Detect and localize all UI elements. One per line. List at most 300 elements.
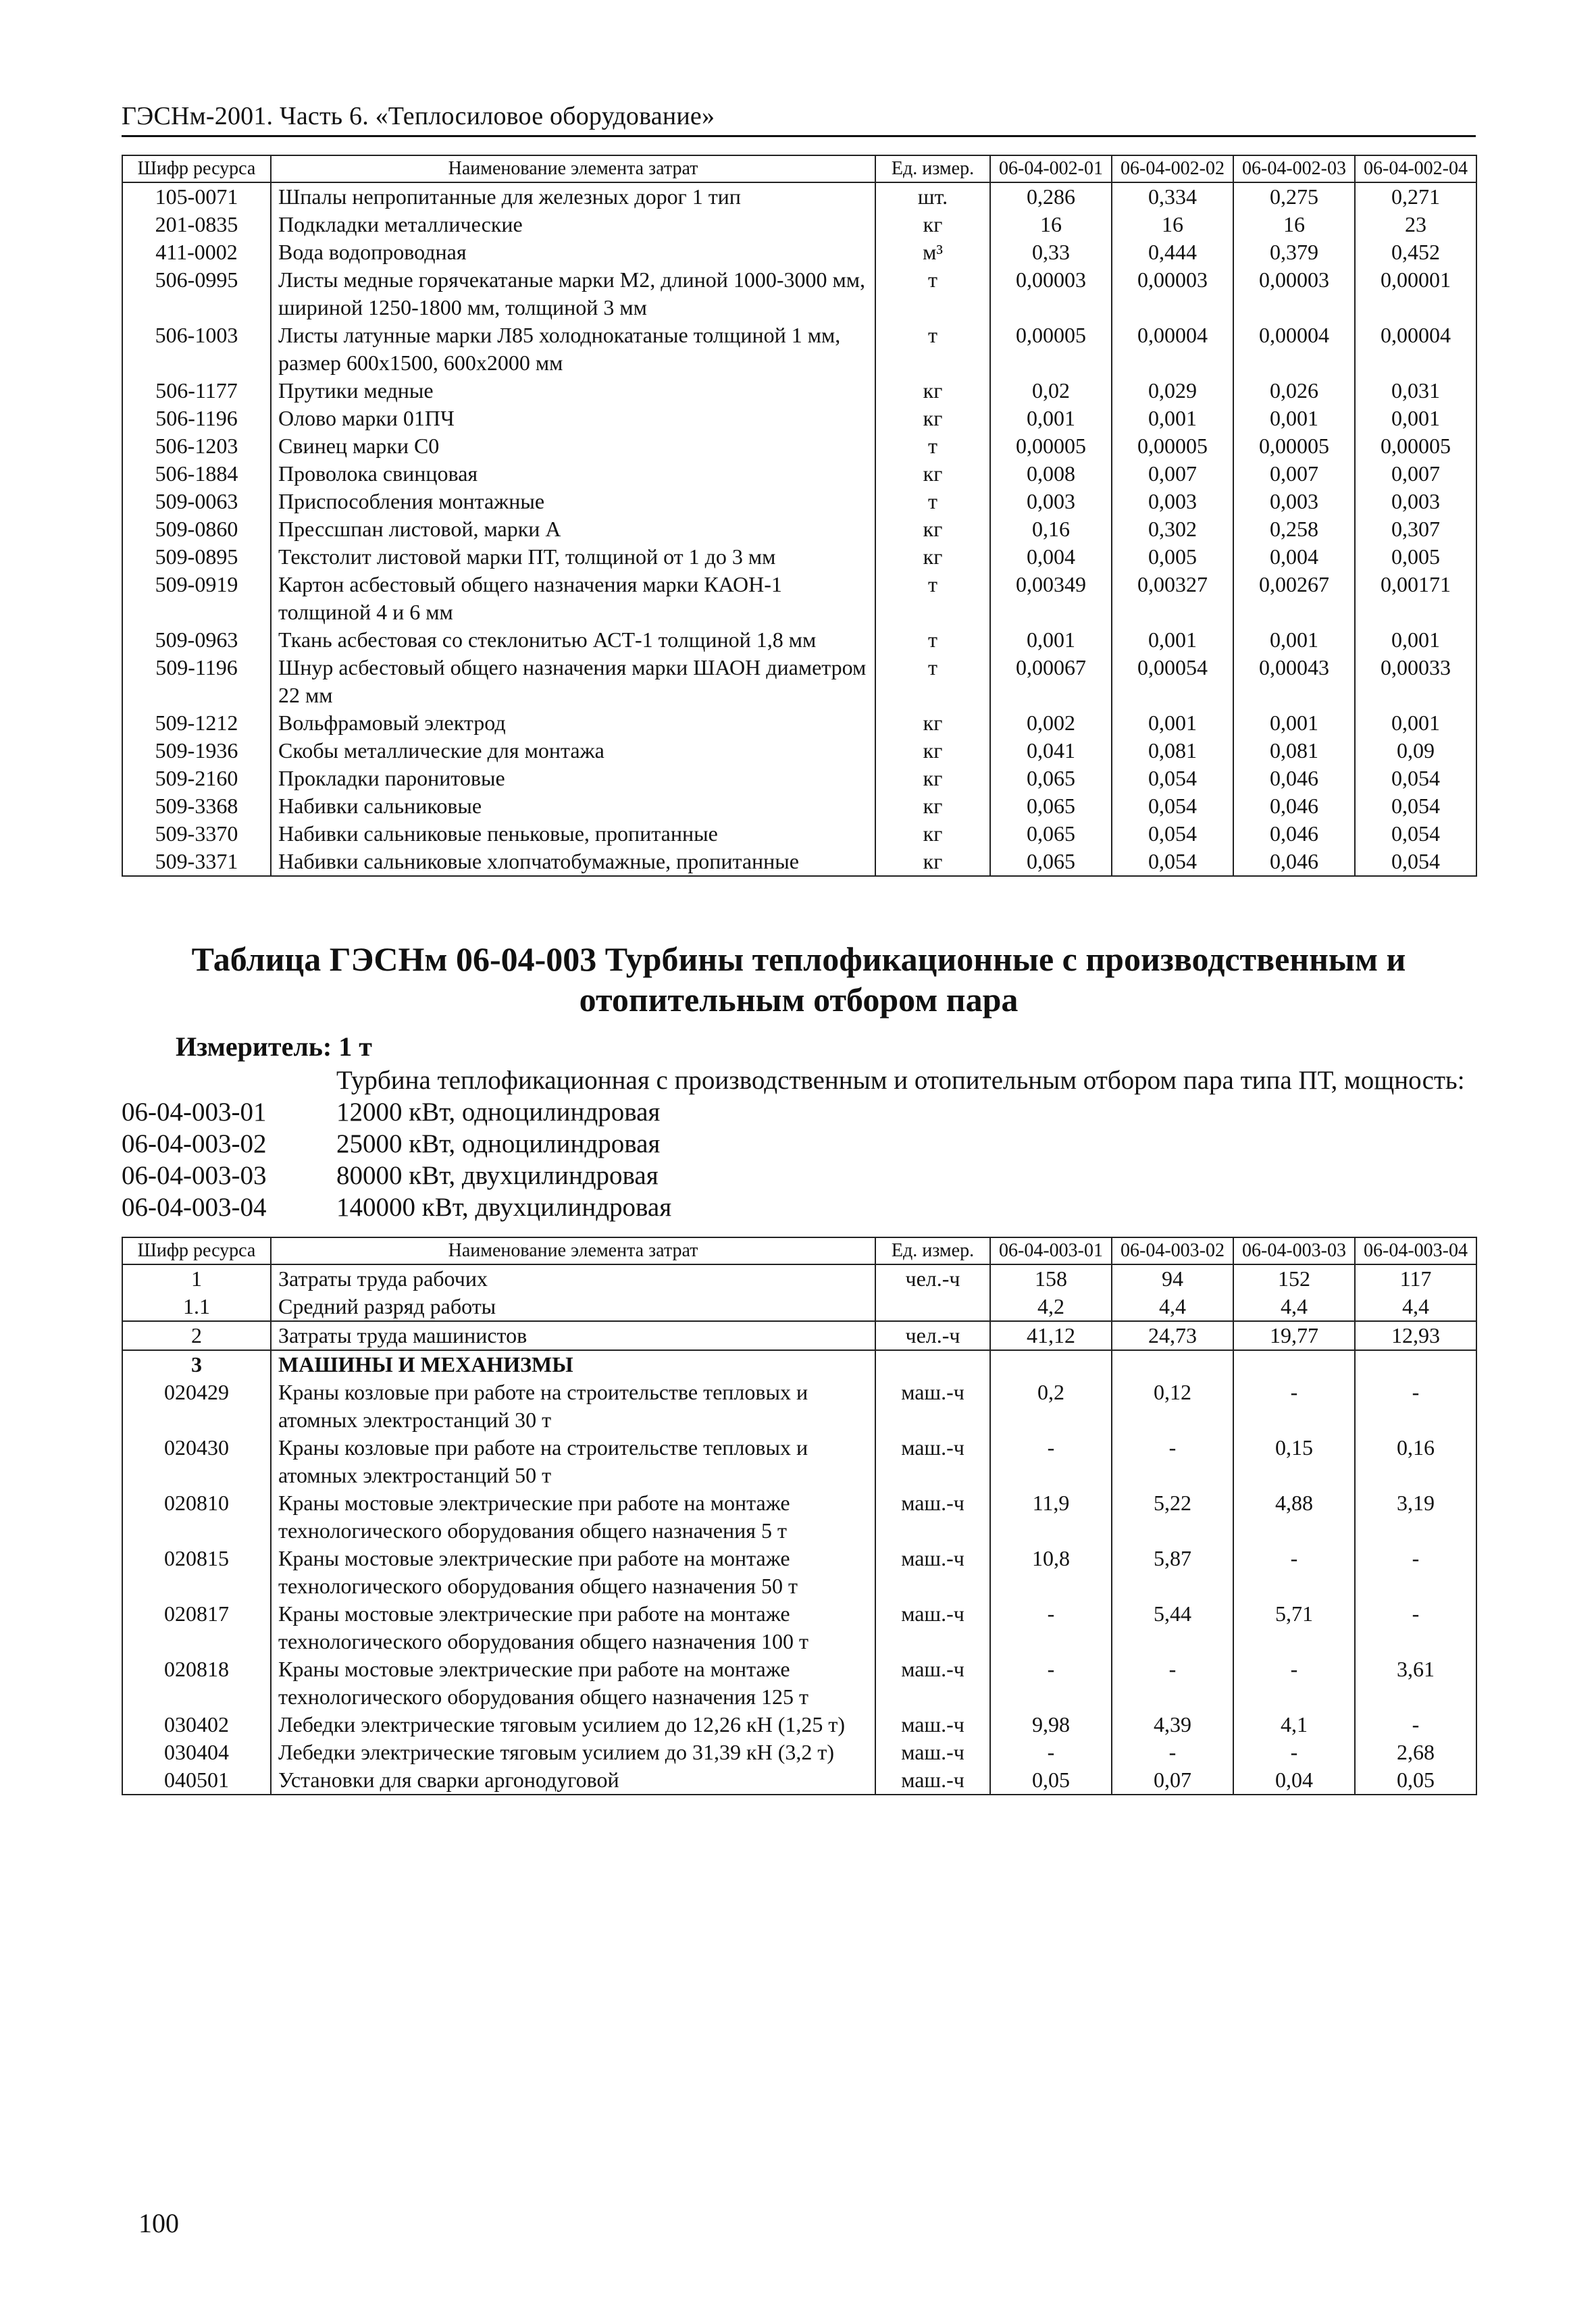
- cell-code: 020817: [122, 1600, 271, 1655]
- cell-value: -: [1233, 1655, 1355, 1711]
- cell-unit: т: [875, 626, 990, 654]
- header-col: 06-04-003-01: [990, 1237, 1112, 1264]
- cell-unit: маш.-ч: [875, 1545, 990, 1600]
- cell-unit: т: [875, 571, 990, 626]
- header-col: 06-04-002-02: [1112, 155, 1233, 182]
- cell-value: 152: [1233, 1264, 1355, 1293]
- cell-name: Набивки сальниковые пеньковые, пропитанные: [271, 820, 875, 848]
- cell-name: Краны мостовые электрические при работе на монтаже технологического оборудования общего назначения 50 т: [271, 1545, 875, 1600]
- cell-value: 41,12: [990, 1321, 1112, 1350]
- cell-value: 0,00171: [1355, 571, 1476, 626]
- table-row: [122, 1545, 1476, 1600]
- table-row: [122, 238, 1476, 266]
- cell-unit: маш.-ч: [875, 1655, 990, 1711]
- table-row: [122, 1321, 1476, 1350]
- cell-value: 0,054: [1112, 848, 1233, 876]
- cell-name: Ткань асбестовая со стеклонитью АСТ-1 толщиной 1,8 мм: [271, 626, 875, 654]
- cell-value: 0,00003: [1233, 266, 1355, 322]
- cell-value: 0,00005: [1355, 432, 1476, 460]
- table-description: Турбина теплофикационная с производственным и отопительным отбором пара типа ПТ, мощность:: [336, 1066, 1465, 1095]
- cell-value: 4,88: [1233, 1489, 1355, 1545]
- cell-value: 0,065: [990, 792, 1112, 820]
- cell-value: 0,001: [1112, 626, 1233, 654]
- table-row: [122, 1434, 1476, 1489]
- cell-unit: [875, 1350, 990, 1379]
- header-name: Наименование элемента затрат: [271, 1237, 875, 1264]
- cell-value: 0,00349: [990, 571, 1112, 626]
- variant-list: [122, 1096, 1476, 1223]
- variant-text: 140000 кВт, двухцилиндровая: [336, 1193, 672, 1222]
- cell-value: 0,046: [1233, 765, 1355, 792]
- cell-value: 0,081: [1233, 737, 1355, 765]
- cell-value: 5,44: [1112, 1600, 1233, 1655]
- table-row: [122, 1379, 1476, 1434]
- cell-value: [990, 1350, 1112, 1379]
- cell-value: 0,001: [1233, 709, 1355, 737]
- table-row: [122, 432, 1476, 460]
- table-row: [122, 820, 1476, 848]
- cell-value: -: [1233, 1739, 1355, 1766]
- cell-code: 411-0002: [122, 238, 271, 266]
- table-row: [122, 1489, 1476, 1545]
- cell-value: 0,001: [1112, 709, 1233, 737]
- cell-unit: маш.-ч: [875, 1434, 990, 1489]
- cell-code: 201-0835: [122, 211, 271, 238]
- cell-value: 0,09: [1355, 737, 1476, 765]
- cell-code: 509-3368: [122, 792, 271, 820]
- header-col: 06-04-003-04: [1355, 1237, 1476, 1264]
- cell-value: -: [1355, 1711, 1476, 1739]
- cell-unit: т: [875, 322, 990, 377]
- cell-value: 0,07: [1112, 1766, 1233, 1795]
- cell-value: 0,046: [1233, 820, 1355, 848]
- resource-table-003: [122, 1237, 1477, 1795]
- cell-name: Краны козловые при работе на строительстве тепловых и атомных электростанций 30 т: [271, 1379, 875, 1434]
- table-title: Таблица ГЭСНм 06-04-003 Турбины теплофикационные с производственным и отопительным отбором пара: [191, 940, 1406, 1019]
- cell-value: 4,4: [1355, 1293, 1476, 1321]
- cell-code: 509-3370: [122, 820, 271, 848]
- cell-value: 0,003: [1112, 488, 1233, 515]
- cell-value: 0,054: [1112, 792, 1233, 820]
- cell-value: 0,00267: [1233, 571, 1355, 626]
- cell-value: 9,98: [990, 1711, 1112, 1739]
- table-row: [122, 405, 1476, 432]
- cell-code: 506-0995: [122, 266, 271, 322]
- cell-name: Средний разряд работы: [271, 1293, 875, 1321]
- cell-value: 0,054: [1112, 820, 1233, 848]
- cell-value: 0,081: [1112, 737, 1233, 765]
- meter-label: Измеритель: 1 т: [176, 1031, 372, 1062]
- cell-value: [1112, 1350, 1233, 1379]
- cell-unit: кг: [875, 460, 990, 488]
- table-row: [122, 182, 1476, 211]
- cell-value: -: [1112, 1434, 1233, 1489]
- cell-name: Прессшпан листовой, марки А: [271, 515, 875, 543]
- table-row: [122, 460, 1476, 488]
- cell-value: 0,307: [1355, 515, 1476, 543]
- cell-value: -: [1233, 1545, 1355, 1600]
- cell-name: Картон асбестовый общего назначения марки КАОН-1 толщиной 4 и 6 мм: [271, 571, 875, 626]
- cell-value: 0,444: [1112, 238, 1233, 266]
- cell-code: 1: [122, 1264, 271, 1293]
- cell-value: 3,61: [1355, 1655, 1476, 1711]
- cell-value: 0,029: [1112, 377, 1233, 405]
- cell-value: [1233, 1350, 1355, 1379]
- cell-value: 117: [1355, 1264, 1476, 1293]
- cell-value: -: [990, 1739, 1112, 1766]
- cell-value: -: [1355, 1600, 1476, 1655]
- table-row: [122, 792, 1476, 820]
- cell-value: -: [990, 1434, 1112, 1489]
- cell-name: Затраты труда машинистов: [271, 1321, 875, 1350]
- cell-value: 0,001: [1233, 626, 1355, 654]
- header-code: Шифр ресурса: [122, 155, 271, 182]
- cell-code: 105-0071: [122, 182, 271, 211]
- table-row: [122, 211, 1476, 238]
- table-row: [122, 1350, 1476, 1379]
- cell-code: 509-0063: [122, 488, 271, 515]
- cell-value: 0,02: [990, 377, 1112, 405]
- table-row: [122, 266, 1476, 322]
- cell-name: Олово марки 01ПЧ: [271, 405, 875, 432]
- cell-unit: т: [875, 266, 990, 322]
- cell-unit: т: [875, 654, 990, 709]
- cell-name: Листы медные горячекатаные марки М2, длиной 1000-3000 мм, шириной 1250-1800 мм, толщиной 3 мм: [271, 266, 875, 322]
- cell-value: 0,00003: [990, 266, 1112, 322]
- cell-code: 509-2160: [122, 765, 271, 792]
- cell-value: 5,87: [1112, 1545, 1233, 1600]
- variant-text: 80000 кВт, двухцилиндровая: [336, 1161, 659, 1190]
- cell-code: 509-1212: [122, 709, 271, 737]
- cell-value: 0,00005: [1112, 432, 1233, 460]
- cell-value: -: [1233, 1379, 1355, 1434]
- cell-code: 020810: [122, 1489, 271, 1545]
- cell-code: 506-1003: [122, 322, 271, 377]
- cell-code: 509-3371: [122, 848, 271, 876]
- header-col: 06-04-002-01: [990, 155, 1112, 182]
- cell-value: 4,1: [1233, 1711, 1355, 1739]
- table-row: [122, 654, 1476, 709]
- cell-value: 3,19: [1355, 1489, 1476, 1545]
- cell-value: 0,00005: [990, 322, 1112, 377]
- cell-value: 19,77: [1233, 1321, 1355, 1350]
- cell-value: -: [990, 1655, 1112, 1711]
- cell-value: 0,00005: [1233, 432, 1355, 460]
- cell-value: 0,275: [1233, 182, 1355, 211]
- variant-code: 06-04-003-01: [122, 1098, 267, 1127]
- cell-code: 1.1: [122, 1293, 271, 1321]
- cell-unit: маш.-ч: [875, 1739, 990, 1766]
- cell-value: 5,71: [1233, 1600, 1355, 1655]
- cell-value: 12,93: [1355, 1321, 1476, 1350]
- cell-value: 0,15: [1233, 1434, 1355, 1489]
- cell-name: Лебедки электрические тяговым усилием до 31,39 кН (3,2 т): [271, 1739, 875, 1766]
- cell-value: 0,008: [990, 460, 1112, 488]
- cell-value: -: [1355, 1545, 1476, 1600]
- cell-value: 10,8: [990, 1545, 1112, 1600]
- table-row: [122, 1264, 1476, 1293]
- cell-value: -: [1112, 1739, 1233, 1766]
- cell-value: 2,68: [1355, 1739, 1476, 1766]
- cell-value: 4,2: [990, 1293, 1112, 1321]
- table-row: [122, 322, 1476, 377]
- cell-name: Вода водопроводная: [271, 238, 875, 266]
- cell-value: 16: [990, 211, 1112, 238]
- cell-value: 0,026: [1233, 377, 1355, 405]
- cell-unit: [875, 1293, 990, 1321]
- table-row: [122, 709, 1476, 737]
- cell-name: Свинец марки С0: [271, 432, 875, 460]
- cell-value: 0,452: [1355, 238, 1476, 266]
- cell-value: 0,12: [1112, 1379, 1233, 1434]
- cell-code: 506-1177: [122, 377, 271, 405]
- cell-code: 030402: [122, 1711, 271, 1739]
- cell-value: 0,046: [1233, 792, 1355, 820]
- cell-unit: кг: [875, 848, 990, 876]
- table-row: [122, 848, 1476, 876]
- cell-code: 509-0895: [122, 543, 271, 571]
- variant-item: [122, 1128, 1476, 1160]
- cell-value: 4,39: [1112, 1711, 1233, 1739]
- cell-value: 0,002: [990, 709, 1112, 737]
- cell-unit: кг: [875, 820, 990, 848]
- cell-value: 0,16: [1355, 1434, 1476, 1489]
- table-row: [122, 377, 1476, 405]
- header-col: 06-04-002-03: [1233, 155, 1355, 182]
- cell-unit: кг: [875, 709, 990, 737]
- table-row: [122, 765, 1476, 792]
- table-row: [122, 1600, 1476, 1655]
- variant-item: [122, 1160, 1476, 1191]
- cell-unit: маш.-ч: [875, 1600, 990, 1655]
- cell-value: 0,001: [1233, 405, 1355, 432]
- cell-value: 0,001: [1112, 405, 1233, 432]
- cell-unit: м³: [875, 238, 990, 266]
- table-row: [122, 1766, 1476, 1795]
- cell-unit: кг: [875, 211, 990, 238]
- cell-unit: т: [875, 488, 990, 515]
- cell-value: 4,4: [1233, 1293, 1355, 1321]
- cell-value: 0,004: [1233, 543, 1355, 571]
- cell-code: 3: [122, 1350, 271, 1379]
- resource-table-002: [122, 155, 1477, 877]
- cell-code: 509-0963: [122, 626, 271, 654]
- header-code: Шифр ресурса: [122, 1237, 271, 1264]
- cell-value: 0,271: [1355, 182, 1476, 211]
- cell-value: 0,065: [990, 848, 1112, 876]
- cell-name: Шпалы непропитанные для железных дорог 1 тип: [271, 182, 875, 211]
- cell-value: 0,00005: [990, 432, 1112, 460]
- header-name: Наименование элемента затрат: [271, 155, 875, 182]
- cell-unit: кг: [875, 515, 990, 543]
- cell-name: Подкладки металлические: [271, 211, 875, 238]
- table-row: [122, 1655, 1476, 1711]
- variant-item: [122, 1191, 1476, 1223]
- cell-value: 0,001: [990, 626, 1112, 654]
- cell-name: Лебедки электрические тяговым усилием до 12,26 кН (1,25 т): [271, 1711, 875, 1739]
- variant-code: 06-04-003-04: [122, 1193, 267, 1222]
- cell-name: Набивки сальниковые хлопчатобумажные, пропитанные: [271, 848, 875, 876]
- cell-value: -: [1355, 1379, 1476, 1434]
- cell-value: 0,001: [1355, 709, 1476, 737]
- table-row: [122, 1711, 1476, 1739]
- cell-value: 0,05: [990, 1766, 1112, 1795]
- cell-value: 0,003: [990, 488, 1112, 515]
- cell-value: 0,003: [1355, 488, 1476, 515]
- cell-code: 506-1884: [122, 460, 271, 488]
- cell-name: Листы латунные марки Л85 холоднокатаные толщиной 1 мм, размер 600х1500, 600х2000 мм: [271, 322, 875, 377]
- table-row: [122, 543, 1476, 571]
- cell-unit: чел.-ч: [875, 1264, 990, 1293]
- cell-value: 94: [1112, 1264, 1233, 1293]
- variant-code: 06-04-003-02: [122, 1129, 267, 1158]
- cell-unit: кг: [875, 377, 990, 405]
- cell-value: 0,334: [1112, 182, 1233, 211]
- cell-name: Краны мостовые электрические при работе на монтаже технологического оборудования общего назначения 125 т: [271, 1655, 875, 1711]
- cell-unit: кг: [875, 405, 990, 432]
- table-row: [122, 1293, 1476, 1321]
- cell-code: 030404: [122, 1739, 271, 1766]
- cell-name: Прокладки паронитовые: [271, 765, 875, 792]
- cell-name: Скобы металлические для монтажа: [271, 737, 875, 765]
- cell-value: 0,054: [1355, 848, 1476, 876]
- cell-value: 0,00003: [1112, 266, 1233, 322]
- cell-code: 040501: [122, 1766, 271, 1795]
- cell-value: 0,041: [990, 737, 1112, 765]
- cell-unit: кг: [875, 543, 990, 571]
- cell-value: 11,9: [990, 1489, 1112, 1545]
- cell-name: Проволока свинцовая: [271, 460, 875, 488]
- table-row: [122, 626, 1476, 654]
- cell-code: 020430: [122, 1434, 271, 1489]
- cell-code: 020818: [122, 1655, 271, 1711]
- cell-value: 0,001: [1355, 405, 1476, 432]
- cell-value: 0,001: [1355, 626, 1476, 654]
- cell-value: 0,33: [990, 238, 1112, 266]
- cell-value: [1355, 1350, 1476, 1379]
- cell-name: Приспособления монтажные: [271, 488, 875, 515]
- page-number: 100: [138, 2208, 179, 2238]
- cell-value: 0,007: [1355, 460, 1476, 488]
- cell-code: 020815: [122, 1545, 271, 1600]
- cell-value: 0,065: [990, 765, 1112, 792]
- cell-code: 509-1196: [122, 654, 271, 709]
- cell-value: 5,22: [1112, 1489, 1233, 1545]
- table-row: [122, 515, 1476, 543]
- cell-value: 0,001: [990, 405, 1112, 432]
- cell-value: 0,031: [1355, 377, 1476, 405]
- cell-name: Шнур асбестовый общего назначения марки ШАОН диаметром 22 мм: [271, 654, 875, 709]
- cell-value: 0,302: [1112, 515, 1233, 543]
- cell-value: 0,258: [1233, 515, 1355, 543]
- cell-unit: кг: [875, 792, 990, 820]
- cell-value: 0,00327: [1112, 571, 1233, 626]
- cell-value: 0,054: [1355, 820, 1476, 848]
- cell-value: 0,00043: [1233, 654, 1355, 709]
- cell-value: 0,054: [1355, 792, 1476, 820]
- table-row: [122, 488, 1476, 515]
- cell-value: 0,00054: [1112, 654, 1233, 709]
- table-row: [122, 571, 1476, 626]
- cell-code: 506-1196: [122, 405, 271, 432]
- table-row: [122, 737, 1476, 765]
- cell-value: 0,16: [990, 515, 1112, 543]
- cell-code: 506-1203: [122, 432, 271, 460]
- variant-item: [122, 1096, 1476, 1128]
- cell-value: 0,007: [1112, 460, 1233, 488]
- cell-unit: кг: [875, 737, 990, 765]
- cell-value: 0,00033: [1355, 654, 1476, 709]
- cell-value: 0,003: [1233, 488, 1355, 515]
- cell-value: 0,00001: [1355, 266, 1476, 322]
- table-header-row: [122, 1237, 1476, 1264]
- header-col: 06-04-003-02: [1112, 1237, 1233, 1264]
- cell-value: 0,04: [1233, 1766, 1355, 1795]
- cell-value: -: [1112, 1655, 1233, 1711]
- cell-name: Краны мостовые электрические при работе на монтаже технологического оборудования общего назначения 100 т: [271, 1600, 875, 1655]
- table-row: [122, 1739, 1476, 1766]
- header-unit: Ед. измер.: [875, 1237, 990, 1264]
- cell-unit: маш.-ч: [875, 1766, 990, 1795]
- cell-name: Вольфрамовый электрод: [271, 709, 875, 737]
- cell-name: Текстолит листовой марки ПТ, толщиной от 1 до 3 мм: [271, 543, 875, 571]
- cell-value: 0,046: [1233, 848, 1355, 876]
- cell-code: 509-0919: [122, 571, 271, 626]
- header-unit: Ед. измер.: [875, 155, 990, 182]
- cell-value: 158: [990, 1264, 1112, 1293]
- table-header-row: [122, 155, 1476, 182]
- cell-code: 2: [122, 1321, 271, 1350]
- cell-name: Набивки сальниковые: [271, 792, 875, 820]
- cell-unit: т: [875, 432, 990, 460]
- cell-value: 4,4: [1112, 1293, 1233, 1321]
- cell-unit: кг: [875, 765, 990, 792]
- cell-code: 509-1936: [122, 737, 271, 765]
- variant-text: 25000 кВт, одноцилиндровая: [336, 1129, 661, 1158]
- cell-value: 0,004: [990, 543, 1112, 571]
- cell-name: Затраты труда рабочих: [271, 1264, 875, 1293]
- cell-value: 0,005: [1112, 543, 1233, 571]
- cell-value: 0,007: [1233, 460, 1355, 488]
- cell-unit: шт.: [875, 182, 990, 211]
- cell-value: 0,286: [990, 182, 1112, 211]
- document-page: [122, 101, 1476, 1795]
- header-col: 06-04-002-04: [1355, 155, 1476, 182]
- cell-value: 0,005: [1355, 543, 1476, 571]
- cell-value: 0,00004: [1355, 322, 1476, 377]
- cell-name: Прутики медные: [271, 377, 875, 405]
- variant-text: 12000 кВт, одноцилиндровая: [336, 1098, 661, 1127]
- variant-code: 06-04-003-03: [122, 1161, 267, 1190]
- cell-unit: маш.-ч: [875, 1489, 990, 1545]
- cell-name: Краны мостовые электрические при работе на монтаже технологического оборудования общего назначения 5 т: [271, 1489, 875, 1545]
- cell-value: 0,054: [1112, 765, 1233, 792]
- cell-code: 509-0860: [122, 515, 271, 543]
- cell-unit: чел.-ч: [875, 1321, 990, 1350]
- cell-value: 0,379: [1233, 238, 1355, 266]
- cell-name: Краны козловые при работе на строительстве тепловых и атомных электростанций 50 т: [271, 1434, 875, 1489]
- running-head: ГЭСНм-2001. Часть 6. «Теплосиловое оборудование»: [122, 101, 1476, 137]
- cell-value: 0,00004: [1233, 322, 1355, 377]
- cell-value: 0,00067: [990, 654, 1112, 709]
- cell-value: 24,73: [1112, 1321, 1233, 1350]
- cell-value: 23: [1355, 211, 1476, 238]
- header-col: 06-04-003-03: [1233, 1237, 1355, 1264]
- cell-unit: маш.-ч: [875, 1711, 990, 1739]
- cell-value: -: [990, 1600, 1112, 1655]
- cell-value: 16: [1112, 211, 1233, 238]
- cell-value: 0,2: [990, 1379, 1112, 1434]
